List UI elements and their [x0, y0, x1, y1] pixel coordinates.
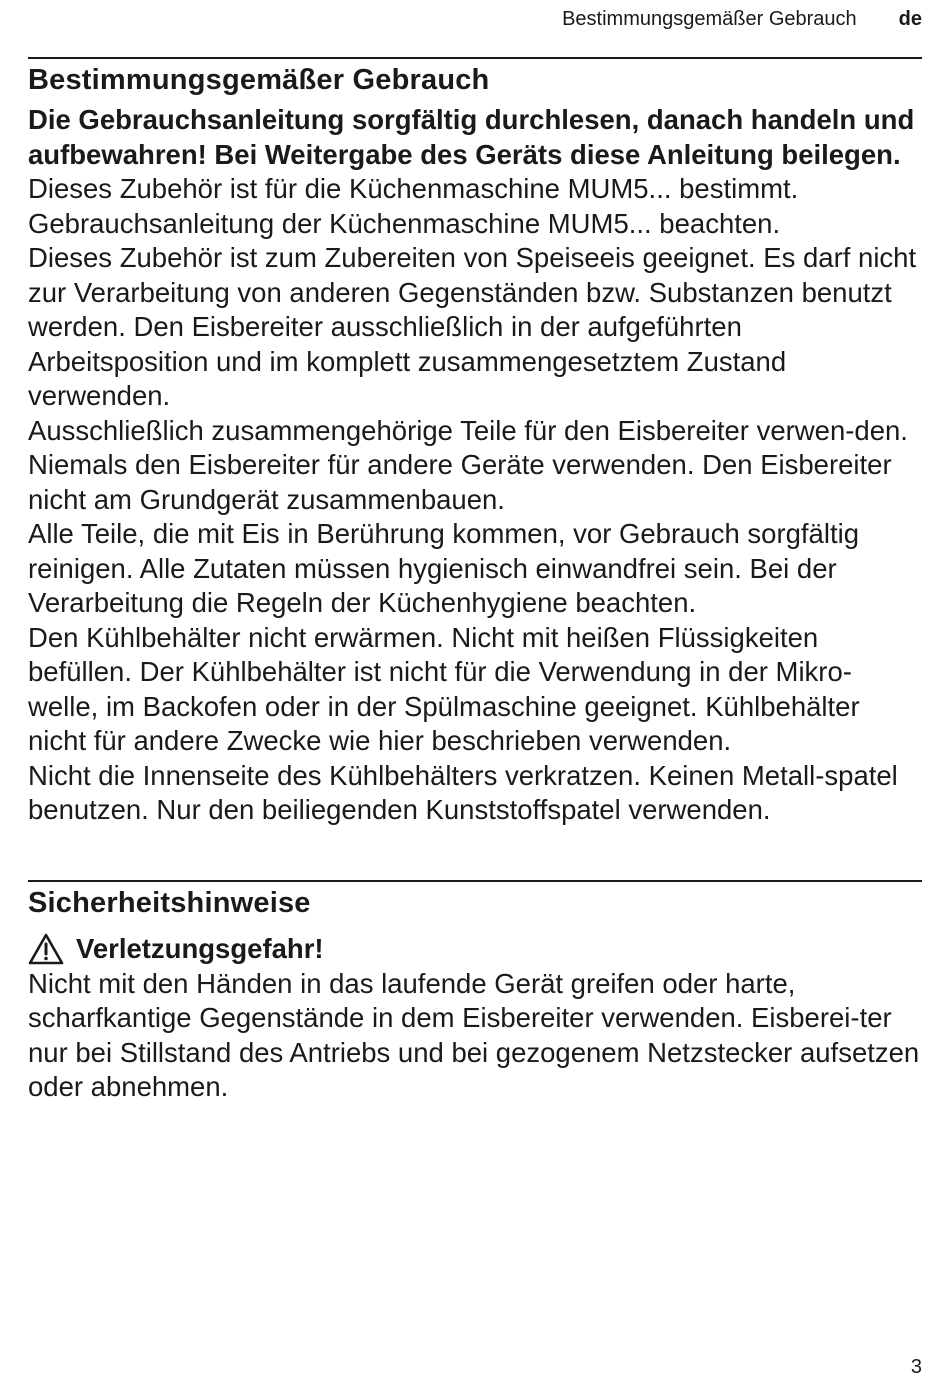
section-divider-top [28, 57, 922, 59]
intended-use-paragraph-3: Ausschließlich zusammengehörige Teile für den Eisbereiter verwen-den. Niemals den Eisbereiter für andere Geräte verwenden. Den Eisbereiter nicht am Grundgerät zusammenbauen. [28, 414, 908, 515]
intended-use-paragraph-4: Alle Teile, die mit Eis in Berührung kommen, vor Gebrauch sorgfältig reinigen. Alle Zutaten müssen hygienisch einwandfrei sein. Bei der Verarbeitung die Regeln der Küchenhygiene beachten. [28, 518, 859, 618]
header-section-title: Bestimmungsgemäßer Gebrauch [562, 8, 857, 30]
intended-use-section [28, 63, 922, 828]
page-number: 3 [910, 1356, 922, 1378]
safety-heading: Sicherheitshinweise [28, 887, 311, 919]
warning-text: Nicht mit den Händen in das laufende Gerät greifen oder harte, scharfkantige Gegenstände in dem Eisbereiter verwenden. Eisberei-ter nur bei Stillstand des Antriebs und bei gezogenem Netzstecker aufsetzen oder abnehmen. [28, 967, 920, 1102]
warning-triangle-icon [28, 933, 64, 965]
intended-use-paragraph-6: Nicht die Innenseite des Kühlbehälters verkratzen. Keinen Metall-spatel benutzen. Nur den beiliegenden Kunststoffspatel verwenden. [28, 759, 898, 825]
running-header [0, 6, 922, 32]
intended-use-paragraph-1: Dieses Zubehör ist für die Küchenmaschine MUM5... bestimmt. Gebrauchsanleitung der Küchenmaschine MUM5... beachten. [28, 173, 799, 239]
intended-use-paragraph-5: Den Kühlbehälter nicht erwärmen. Nicht mit heißen Flüssigkeiten befüllen. Der Kühlbehälter ist nicht für die Verwendung in der Mikro-welle, im Backofen oder in der Spülmaschine geeignet. Kühlbehälter nicht für andere Zwecke wie hier beschrieben verwenden. [28, 621, 860, 756]
intended-use-heading: Bestimmungsgemäßer Gebrauch [28, 64, 490, 96]
warning-title [28, 932, 922, 967]
header-language-code: de [898, 8, 922, 30]
section-divider-safety [28, 880, 922, 882]
intended-use-lead: Die Gebrauchsanleitung sorgfältig durchlesen, danach handeln und aufbewahren! Bei Weitergabe des Geräts diese Anleitung beilegen. [28, 104, 915, 170]
warning-title-text: Verletzungsgefahr! [76, 933, 324, 964]
safety-section [28, 886, 922, 1105]
intended-use-paragraph-2: Dieses Zubehör ist zum Zubereiten von Speiseeis geeignet. Es darf nicht zur Verarbeitung von anderen Gegenständen bzw. Substanzen benutzt werden. Den Eisbereiter ausschließlich in der aufgeführten Arbeitsposition und im komplett zusammengesetztem Zustand verwenden. [28, 242, 917, 411]
